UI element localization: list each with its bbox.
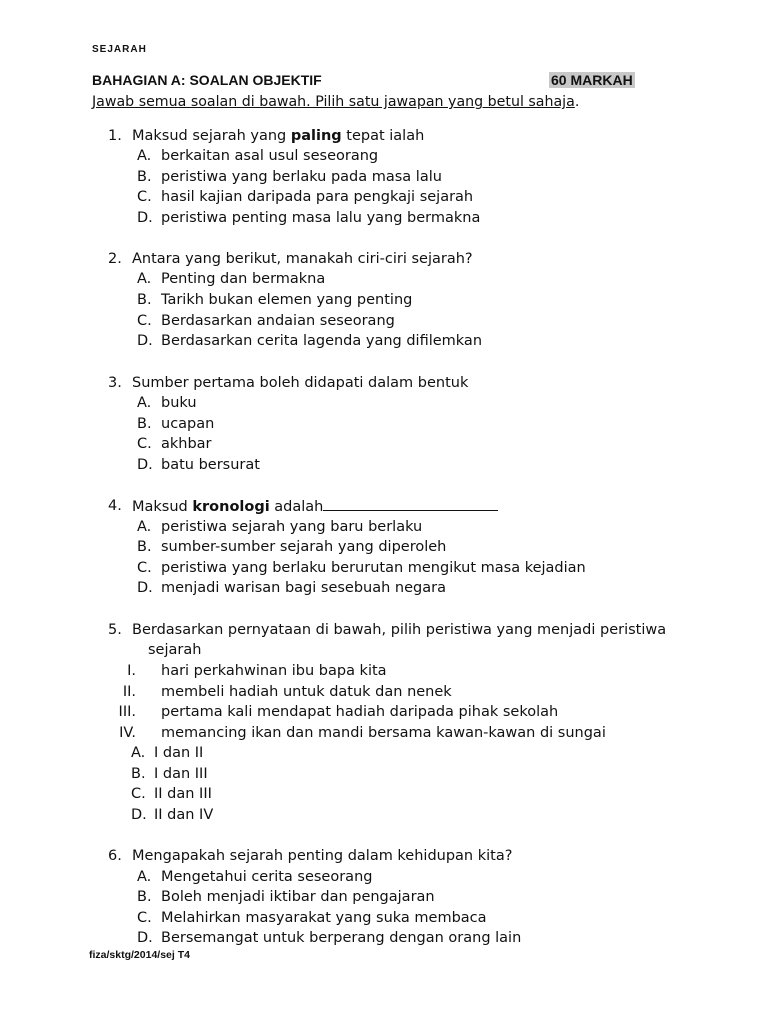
question-text: Sumber pertama boleh didapati dalam bentuk [132,375,469,391]
option-letter: C. [137,189,152,205]
option-text: menjadi warisan bagi sesebuah negara [161,580,446,596]
question-number: 2. [108,251,122,267]
option-text: Melahirkan masyarakat yang suka membaca [161,910,487,926]
question-number: 4. [108,498,122,514]
option-text: ucapan [161,416,215,432]
option-text: peristiwa sejarah yang baru berlaku [161,519,423,535]
marks-badge: 60 MARKAH [551,72,633,88]
option-text: Bersemangat untuk berperang dengan orang lain [161,930,522,946]
option-letter: D. [137,333,153,349]
answer-blank [323,497,498,511]
question-text-continued: sejarah [148,642,202,658]
option-letter: A. [137,271,152,287]
option-text: hasil kajian daripada para pengkaji sejarah [161,189,474,205]
option-text: I dan III [154,766,208,782]
option-letter: A. [137,395,152,411]
statement-text: hari perkahwinan ibu bapa kita [161,663,387,679]
option-letter: A. [137,869,152,885]
option-letter: B. [137,169,152,185]
question-number: 3. [108,375,122,391]
option-letter: B. [137,889,152,905]
option-letter: B. [131,766,146,782]
instruction-text: Jawab semua soalan di bawah. Pilih satu jawapan yang betul sahaja [92,94,575,110]
question-text [132,497,498,516]
question-text-post: adalah [269,499,324,515]
question-text-bold: kronologi [192,499,270,515]
section-title: BAHAGIAN A: SOALAN OBJEKTIF [92,72,322,88]
statement-number: IV. [119,725,136,741]
option-text: Berdasarkan cerita lagenda yang difilemkan [161,333,483,349]
question-number: 5. [108,622,122,638]
option-text: akhbar [161,436,212,452]
option-text: peristiwa yang berlaku pada masa lalu [161,169,442,185]
question-number: 6. [108,848,122,864]
instruction-end: . [574,94,580,110]
option-letter: D. [137,210,153,226]
option-text: Tarikh bukan elemen yang penting [161,292,413,308]
option-text: II dan III [154,786,212,802]
option-text: peristiwa yang berlaku berurutan mengikut masa kejadian [161,560,586,576]
option-text: sumber-sumber sejarah yang diperoleh [161,539,447,555]
question-text-bold: paling [290,128,342,144]
option-letter: C. [137,910,152,926]
page-header: SEJARAH [92,44,147,55]
statement-number: I. [127,663,136,679]
question-text-pre: Maksud sejarah yang [132,128,291,144]
statement-text: membeli hadiah untuk datuk dan nenek [161,684,452,700]
question-text: Antara yang berikut, manakah ciri-ciri sejarah? [132,251,473,267]
question-text: Berdasarkan pernyataan di bawah, pilih peristiwa yang menjadi peristiwa [132,622,667,638]
statement-number: II. [122,684,136,700]
option-text: Penting dan bermakna [161,271,326,287]
statement-text: pertama kali mendapat hadiah daripada pihak sekolah [161,704,559,720]
option-text: Boleh menjadi iktibar dan pengajaran [161,889,435,905]
option-text: berkaitan asal usul seseorang [161,148,379,164]
option-letter: B. [137,292,152,308]
option-letter: B. [137,539,152,555]
option-letter: D. [137,580,153,596]
option-letter: A. [131,745,146,761]
statement-text: memancing ikan dan mandi bersama kawan-kawan di sungai [161,725,606,741]
footer-code: fiza/sktg/2014/sej T4 [89,949,190,961]
option-letter: A. [137,519,152,535]
instructions [92,94,579,110]
statement-number: III. [118,704,136,720]
option-text: Berdasarkan andaian seseorang [161,313,395,329]
option-text: batu bersurat [161,457,260,473]
option-text: Mengetahui cerita seseorang [161,869,373,885]
question-text: Mengapakah sejarah penting dalam kehidupan kita? [132,848,513,864]
option-letter: D. [131,807,147,823]
option-letter: C. [131,786,146,802]
option-letter: C. [137,560,152,576]
option-text: II dan IV [154,807,214,823]
question-text [132,127,424,145]
option-letter: B. [137,416,152,432]
question-text-post: tepat ialah [341,128,425,144]
option-text: buku [161,395,197,411]
option-letter: C. [137,313,152,329]
question-text-pre: Maksud [132,499,193,515]
option-letter: D. [137,930,153,946]
option-letter: D. [137,457,153,473]
option-letter: C. [137,436,152,452]
question-number: 1. [108,128,122,144]
option-text: peristiwa penting masa lalu yang bermakna [161,210,481,226]
option-letter: A. [137,148,152,164]
option-text: I dan II [154,745,204,761]
